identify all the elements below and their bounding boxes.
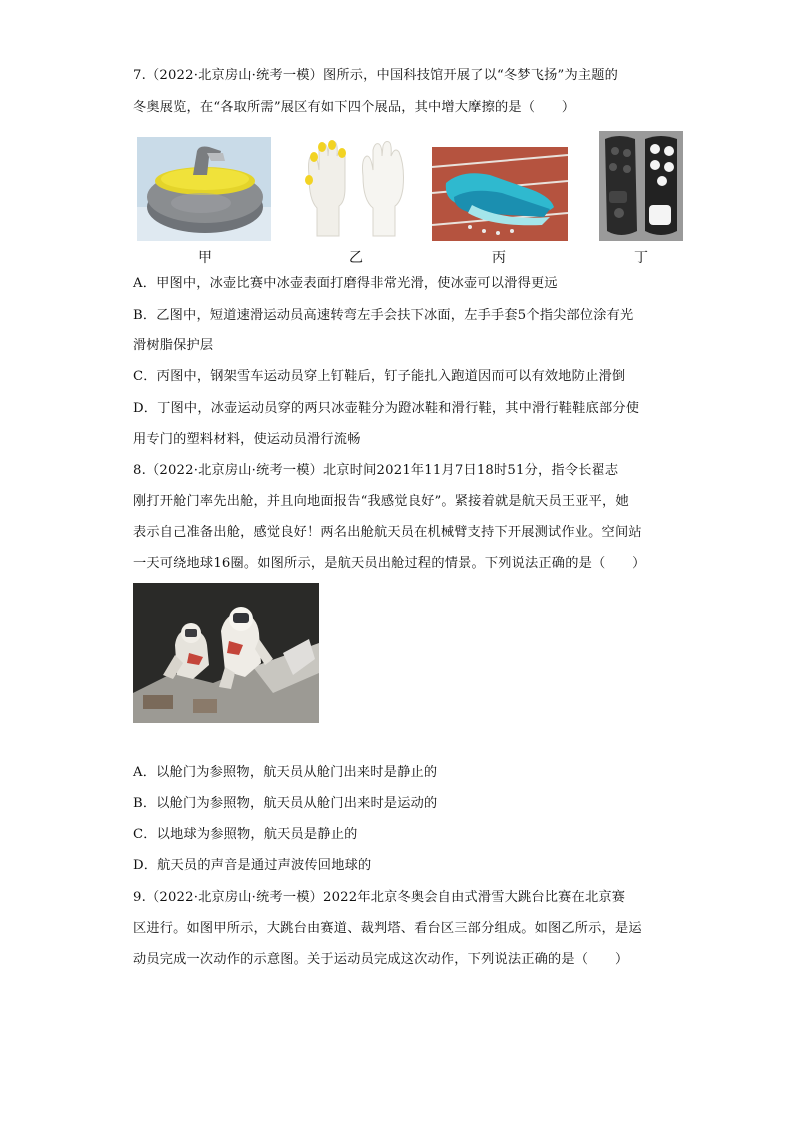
q8-option-d: D．航天员的声音是通过声波传回地球的 [133, 858, 372, 873]
q7-option-b-cont: 滑树脂保护层 [133, 338, 214, 353]
gloves-image [297, 136, 417, 240]
caption-bing: 丙 [492, 250, 506, 266]
q8-stem-line-3: 表示自己准备出舱，感觉良好！两名出舱航天员在机械臂支持下开展测试作业。空间站 [133, 525, 642, 540]
q7-option-d-cont: 用专门的塑料材料，使运动员滑行流畅 [133, 432, 361, 447]
caption-ding: 丁 [634, 250, 648, 266]
q8-option-a: A．以舱门为参照物，航天员从舱门出来时是静止的 [133, 765, 438, 780]
q9-stem-line-1: 9.（2022·北京房山·统考一模）2022年北京冬奥会自由式滑雪大跳台比赛在北京赛 [133, 890, 626, 905]
q7-stem-line-2: 冬奥展览，在“各取所需”展区有如下四个展品，其中增大摩擦的是（ ） [133, 100, 576, 115]
curling-stone-image [137, 137, 271, 241]
spike-shoes-image [432, 147, 568, 241]
q8-stem-line-1: 8.（2022·北京房山·统考一模）北京时间2021年11月7日18时51分，指令长翟志 [133, 463, 619, 478]
q7-option-b: B．乙图中，短道速滑运动员高速转弯左手会扶下冰面，左手手套5个指尖部位涂有光 [133, 308, 634, 323]
caption-yi: 乙 [349, 250, 363, 266]
q8-stem-line-2: 刚打开舱门率先出舱，并且向地面报告“我感觉良好”。紧接着就是航天员王亚平，她 [133, 494, 629, 509]
q7-option-c: C．丙图中，钢架雪车运动员穿上钉鞋后，钉子能扎入跑道因而可以有效地防止滑倒 [133, 369, 626, 384]
caption-jia: 甲 [198, 250, 212, 266]
astronauts-image [133, 583, 319, 723]
q7-option-a: A．甲图中，冰壶比赛中冰壶表面打磨得非常光滑，使冰壶可以滑得更远 [133, 276, 558, 291]
q9-stem-line-2: 区进行。如图甲所示，大跳台由赛道、裁判塔、看台区三部分组成。如图乙所示，是运 [133, 921, 642, 936]
q8-option-b: B．以舱门为参照物，航天员从舱门出来时是运动的 [133, 796, 438, 811]
q7-stem-line-1: 7.（2022·北京房山·统考一模）图所示，中国科技馆开展了以“冬梦飞扬”为主题的 [133, 68, 619, 83]
q8-stem-line-4: 一天可绕地球16圈。如图所示，是航天员出舱过程的情景。下列说法正确的是（ ） [133, 556, 646, 571]
q8-option-c: C．以地球为参照物，航天员是静止的 [133, 827, 358, 842]
q9-stem-line-3: 动员完成一次动作的示意图。关于运动员完成这次动作，下列说法正确的是（ ） [133, 952, 629, 967]
curling-shoes-image [599, 131, 683, 241]
q7-option-d: D．丁图中，冰壶运动员穿的两只冰壶鞋分为蹬冰鞋和滑行鞋，其中滑行鞋鞋底部分使 [133, 401, 640, 416]
